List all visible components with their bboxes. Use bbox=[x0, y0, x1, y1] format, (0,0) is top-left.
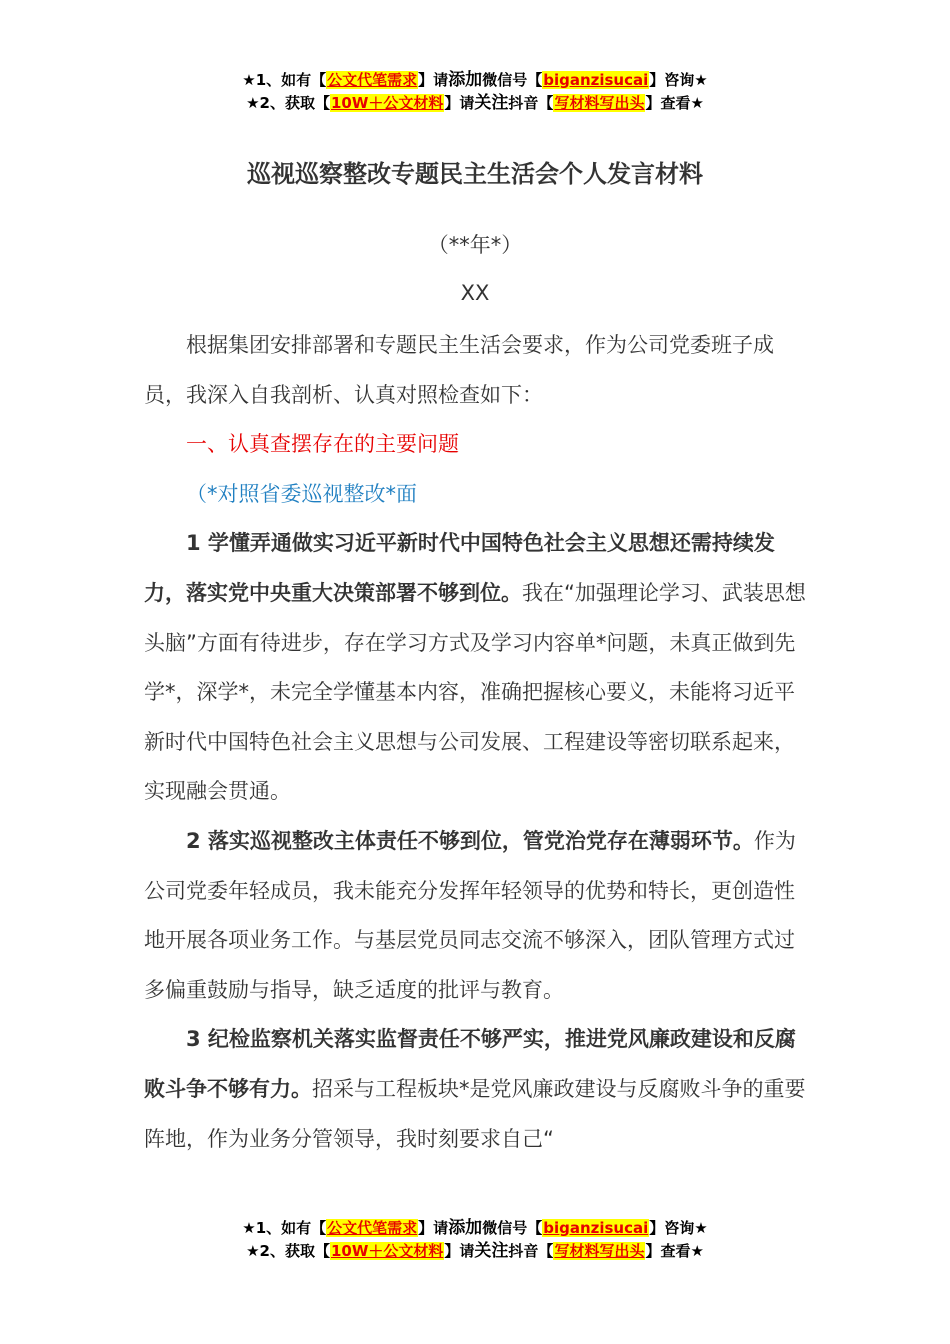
banner-highlight: 公文代笔需求 bbox=[327, 1219, 418, 1237]
banner-highlight: 10W＋公文材料 bbox=[330, 94, 444, 112]
banner-text: 】请 bbox=[418, 71, 449, 89]
document-body bbox=[144, 321, 806, 1164]
problem-item-title: 3 纪检监察机关落实监督责任不够严实，推进党风廉政建设和反腐败斗争不够有力。 bbox=[144, 1027, 796, 1101]
banner-highlight: 写材料写出头 bbox=[554, 1242, 645, 1260]
problem-item-title: 2 落实巡视整改主体责任不够到位，管党治党存在薄弱环节。 bbox=[186, 828, 754, 853]
banner-text: 】请 bbox=[418, 1219, 449, 1237]
banner-highlight: 写材料写出头 bbox=[554, 94, 645, 112]
banner-line-1 bbox=[0, 1217, 950, 1240]
document-title: 巡视巡察整改专题民主生活会个人发言材料 bbox=[247, 160, 703, 188]
banner-text: 微信号【 bbox=[482, 1219, 543, 1237]
problem-item-2 bbox=[144, 817, 806, 1015]
banner-text: ★2、获取【 bbox=[246, 94, 330, 112]
banner-text: ★1、如有【 bbox=[242, 71, 327, 89]
bottom-banner bbox=[0, 1217, 950, 1263]
problem-item-3 bbox=[144, 1015, 806, 1164]
problem-item-text: 招采与工程板块*是党风廉政建设与反腐败斗争的重要阵地，作为业务分管领导，我时刻要求自己“ bbox=[144, 1076, 806, 1151]
banner-text: 】查看★ bbox=[645, 94, 704, 112]
document-author: XX bbox=[460, 281, 490, 305]
banner-highlight: biganzisucai bbox=[543, 71, 649, 89]
section-heading: 一、认真查摆存在的主要问题 bbox=[186, 432, 459, 457]
banner-highlight: 公文代笔需求 bbox=[327, 71, 418, 89]
banner-text: 】咨询★ bbox=[649, 1219, 708, 1237]
banner-emphasis: 添加 bbox=[448, 70, 483, 90]
subsection-heading: （*对照省委巡视整改*面 bbox=[186, 481, 417, 506]
problem-item-1 bbox=[144, 519, 806, 817]
top-banner bbox=[0, 69, 950, 115]
banner-line-2 bbox=[0, 92, 950, 115]
banner-highlight: biganzisucai bbox=[543, 1219, 649, 1237]
banner-text: 抖音【 bbox=[508, 1242, 554, 1260]
banner-text: 】请 bbox=[444, 1242, 475, 1260]
banner-text: 微信号【 bbox=[482, 71, 543, 89]
problem-item-title: 1 学懂弄通做实习近平新时代中国特色社会主义思想还需持续发力，落实党中央重大决策部署不够到位。 bbox=[144, 531, 775, 605]
banner-text: 】咨询★ bbox=[649, 71, 708, 89]
banner-text: ★1、如有【 bbox=[242, 1219, 327, 1237]
banner-emphasis: 关注 bbox=[474, 1241, 509, 1261]
banner-text: 抖音【 bbox=[508, 94, 554, 112]
banner-text: ★2、获取【 bbox=[246, 1242, 330, 1260]
banner-text: 】查看★ bbox=[645, 1242, 704, 1260]
banner-emphasis: 关注 bbox=[474, 93, 509, 113]
banner-text: 】请 bbox=[444, 94, 475, 112]
problem-item-text: 我在“加强理论学习、武装思想头脑”方面有待进步，存在学习方式及学习内容单*问题，未真正做到先学*，深学*，未完全学懂基本内容，准确把握核心要义，未能将习近平新时代中国特色社会主义思想与公司发展、工程建设等密切联系起来，实现融会贯通。 bbox=[144, 580, 806, 804]
problem-item-text: 作为公司党委年轻成员，我未能充分发挥年轻领导的优势和特长，更创造性地开展各项业务工作。与基层党员同志交流不够深入，团队管理方式过多偏重鼓励与指导，缺乏适度的批评与教育。 bbox=[144, 828, 796, 1002]
banner-line-2 bbox=[0, 1240, 950, 1263]
intro-paragraph: 根据集团安排部署和专题民主生活会要求，作为公司党委班子成员，我深入自我剖析、认真对照检查如下： bbox=[144, 333, 774, 407]
banner-emphasis: 添加 bbox=[448, 1218, 483, 1238]
banner-highlight: 10W＋公文材料 bbox=[330, 1242, 444, 1260]
document-date: （**年*） bbox=[427, 233, 523, 257]
banner-line-1 bbox=[0, 69, 950, 92]
